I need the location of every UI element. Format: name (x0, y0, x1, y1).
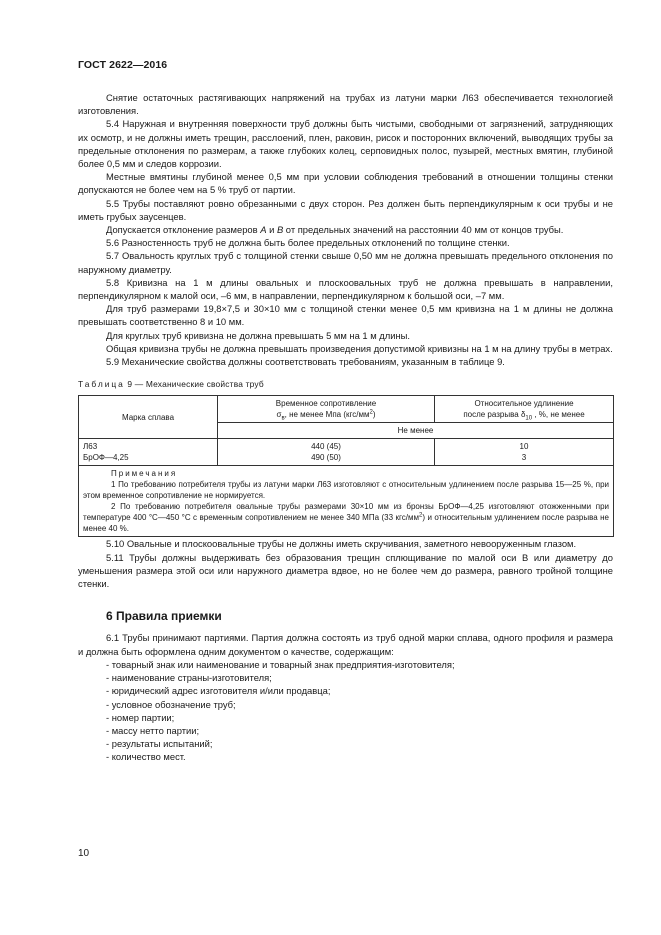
paragraph-5-11: 5.11 Трубы должны выдерживать без образования трещин сплющивание по малой оси В или диаметру до уменьшения размера этой оси или наружного диаметра вдвое, но не более чем до размера, равного тройной толщине стенки. (78, 551, 613, 590)
list-item: - товарный знак или наименование и товарный знак предприятия-изготовителя; (106, 658, 455, 670)
table-caption-word: Таблица (78, 379, 125, 390)
paragraph-tolerance (78, 223, 613, 236)
sigma-subscript: в (281, 416, 285, 423)
paragraph: Местные вмятины глубиной менее 0,5 мм при условии соблюдения требований в отношении толщины стенки допускаются не более чем на 5 % труб от партии. (78, 171, 613, 196)
standard-code: ГОСТ 2622—2016 (78, 59, 168, 71)
page-number: 10 (78, 848, 90, 859)
note-2-text-end: ) и относительным удлинением после разрыва не менее 40 %. (83, 513, 610, 534)
note-1: 1 По требованию потребителя трубы из латуни марки Л63 изготовляют с относительным удлинением после разрыва 15—25 %, при этом временное сопротивление не нормируется. (83, 480, 609, 501)
paragraph-5-6: 5.6 Разностенность труб не должна быть более предельных отклонений по толщине стенки. (106, 237, 510, 249)
delta-text: после разрыва δ (463, 410, 526, 420)
table-caption-text: 9 — Механические свойства труб (124, 379, 264, 390)
paragraph-5-9: 5.9 Механические свойства должны соответствовать требованиям, указанным в таблице 9. (106, 356, 505, 368)
paragraph: Для труб размерами 19,8×7,5 и 30×10 мм с толщиной стенки менее 0,5 мм кривизна на 1 м длины не должна превышать соответственно 8 и 10 мм. (78, 303, 613, 328)
table-notes (79, 466, 614, 537)
delta-subscript: 10 (525, 416, 533, 423)
paragraph-5-8: 5.8 Кривизна на 1 м длины овальных и плоскоовальных труб не должна превышать в направлении, перпендикулярном к малой оси, –6 мм, в направлении, перпендикулярном к большой оси, –7 мм. (78, 276, 613, 302)
list-item: - массу нетто партии; (106, 724, 200, 736)
elongation-cell (435, 439, 614, 466)
strength-cell (218, 439, 435, 466)
elongation-brof: 3 (521, 453, 527, 463)
sigma-symbol: σ (276, 410, 282, 420)
header-strength-unit: , не менее Мпа (кгс/мм (284, 410, 370, 420)
mechanical-properties-table (78, 395, 614, 537)
subheader-min: Не менее (218, 423, 614, 439)
header-alloy: Марка сплава (79, 396, 218, 439)
list-item: - количество мест. (106, 751, 186, 763)
table-caption (78, 378, 613, 391)
note-2 (83, 501, 609, 534)
body-text (78, 91, 613, 764)
strength-brof: 490 (50) (311, 453, 341, 463)
section-6-title: 6 Правила приемки (106, 609, 222, 624)
table-notes-row (79, 466, 614, 537)
note-2-text: 2 По требованию потребителя овальные трубы размерами 30×10 мм из бронзы БрОФ—4,25 изготовляют отожженными при температуре 400 °С—450 °С с временным сопротивлением не менее 340 МПа (33 кгс/мм (83, 502, 609, 523)
alloy-brof: БрОФ—4,25 (83, 453, 129, 463)
note-2-superscript: 2 (418, 512, 423, 519)
header-elongation (435, 396, 614, 423)
list-item: - результаты испытаний; (106, 738, 213, 750)
paragraph-5-7: 5.7 Овальность круглых труб с толщиной стенки свыше 0,50 мм не должна превышать предельного отклонения по наружному диаметру. (78, 250, 613, 275)
tolerance-text: от предельных значений на расстоянии 40 мм от концов трубы. (283, 224, 564, 236)
list-item: - юридический адрес изготовителя и/или продавца; (106, 685, 331, 697)
list-item: - номер партии; (106, 711, 175, 723)
table-header-row (79, 396, 614, 423)
tolerance-text: и (266, 224, 277, 236)
strength-l63: 440 (45) (311, 442, 341, 452)
dimension-a: А (260, 224, 267, 236)
dimension-b: В (276, 224, 284, 236)
list-item: - условное обозначение труб; (106, 698, 236, 710)
paragraph-5-5: 5.5 Трубы поставляют ровно обрезанными с двух сторон. Рез должен быть перпендикулярным к оси трубы и не иметь грубых заусенцев. (78, 197, 613, 222)
paragraph-5-10: 5.10 Овальные и плоскоовальные трубы не должны иметь скручивания, заметного невооруженным глазом. (106, 538, 577, 550)
list-item: - наименование страны-изготовителя; (106, 672, 272, 684)
header-strength (218, 396, 435, 423)
table-row (79, 439, 614, 466)
header-strength-line1: Временное сопротивление (275, 399, 377, 409)
header-elongation-line1: Относительное удлинение (474, 399, 574, 409)
paragraph: Снятие остаточных растягивающих напряжений на трубах из латуни марки Л63 обеспечивается технологией изготовления. (78, 92, 613, 117)
unit-superscript: 2 (369, 409, 373, 416)
header-strength-close: ) (372, 410, 376, 420)
paragraph-5-4: 5.4 Наружная и внутренняя поверхности труб должны быть чистыми, свободными от загрязнений, затрудняющих их осмотр, и не должны иметь трещин, расслоений, плен, раковин, рисок и посторонних включений, выводящих трубы за предельные отклонения по размерам, а также глубоких колец, серповидных полос, пузырей, местных вмятин, глубиной более 0,5 мм и следов коррозии. (78, 118, 613, 170)
paragraph: Для круглых труб кривизна не должна превышать 5 мм на 1 м длины. (106, 329, 410, 341)
paragraph-6-1: 6.1 Трубы принимают партиями. Партия должна состоять из труб одной марки сплава, одного профиля и размера и должна быть оформлена одним документом о качестве, содержащим: (78, 632, 613, 657)
alloy-l63: Л63 (83, 442, 98, 452)
tolerance-text: Допускается отклонение размеров (106, 224, 261, 236)
alloy-cell (79, 439, 218, 466)
elongation-l63: 10 (519, 442, 529, 452)
header-elongation-unit: , %, не менее (532, 410, 585, 420)
notes-title: Примечания (111, 469, 178, 479)
paragraph: Общая кривизна трубы не должна превышать произведения допустимой кривизны на 1 м на длину трубы в метрах. (106, 342, 613, 354)
